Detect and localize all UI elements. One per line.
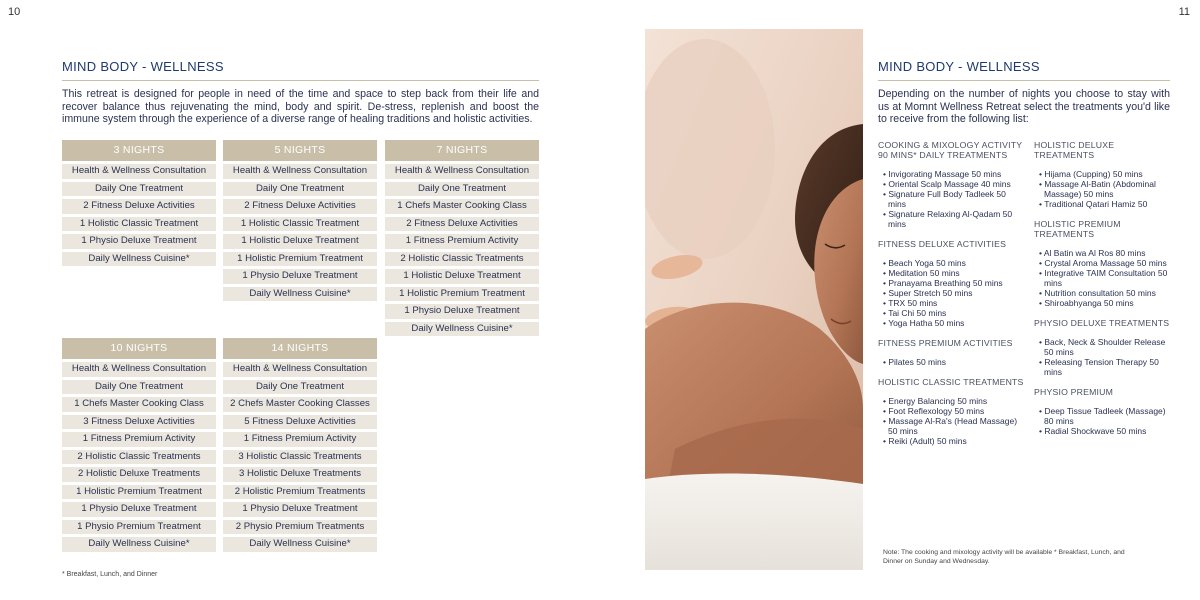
treatment-item (878, 308, 1024, 318)
package-column (223, 140, 377, 304)
bullet-icon: • (883, 169, 889, 179)
treatment-section-heading: PHYSIO DELUXE TREATMENTS (1034, 318, 1170, 328)
package-item: 1 Physio Premium Treatment (62, 520, 216, 535)
package-item: 1 Fitness Premium Activity (385, 234, 539, 249)
treatment-item-text: Nutrition consultation 50 mins (1044, 288, 1156, 298)
treatment-section (1034, 318, 1174, 377)
treatment-item (878, 436, 1024, 446)
package-item: 1 Physio Deluxe Treatment (223, 502, 377, 517)
package-item: Daily Wellness Cuisine* (62, 252, 216, 267)
treatment-item-text: Traditional Qatari Hamiz 50 (1044, 199, 1148, 209)
package-item: 1 Physio Deluxe Treatment (223, 269, 377, 284)
package-item: 2 Physio Premium Treatments (223, 520, 377, 535)
package-heading: 14 NIGHTS (223, 338, 377, 359)
bullet-icon: • (883, 268, 889, 278)
treatment-section-heading: COOKING & MIXOLOGY ACTIVITY 90 MINS* DAILY TREATMENTS (878, 140, 1023, 160)
treatment-item-text: Invigorating Massage 50 mins (888, 169, 1002, 179)
package-column (223, 338, 377, 555)
package-item: Health & Wellness Consultation (385, 164, 539, 179)
package-item: 2 Holistic Classic Treatments (385, 252, 539, 267)
treatment-section-heading: PHYSIO PREMIUM (1034, 387, 1114, 397)
treatment-item (878, 189, 1024, 209)
treatment-item (878, 396, 1024, 406)
treatment-item-text: Releasing Tension Therapy 50 mins (1044, 357, 1159, 377)
treatments-column-2 (1034, 140, 1174, 446)
bullet-icon: • (1039, 357, 1045, 367)
package-item: Health & Wellness Consultation (62, 164, 216, 179)
treatment-item (878, 357, 1024, 367)
treatment-item-text: Radial Shockwave 50 mins (1044, 426, 1147, 436)
treatment-item (1034, 179, 1174, 199)
treatment-item (1034, 268, 1174, 288)
bullet-icon: • (883, 278, 889, 288)
package-item: 2 Chefs Master Cooking Classes (223, 397, 377, 412)
bullet-icon: • (883, 258, 889, 268)
package-heading: 3 NIGHTS (62, 140, 216, 161)
package-item: 1 Physio Deluxe Treatment (62, 502, 216, 517)
treatment-item-text: Oriental Scalp Massage 40 mins (888, 179, 1011, 189)
package-item: 2 Fitness Deluxe Activities (62, 199, 216, 214)
package-item: 1 Holistic Classic Treatment (223, 217, 377, 232)
treatment-item (1034, 357, 1174, 377)
treatment-item-text: Pranayama Breathing 50 mins (888, 278, 1003, 288)
package-item: Daily Wellness Cuisine* (223, 287, 377, 302)
treatment-section (1034, 219, 1174, 308)
package-item: 2 Holistic Deluxe Treatments (62, 467, 216, 482)
treatment-item-text: Beach Yoga 50 mins (888, 258, 966, 268)
package-item: 2 Fitness Deluxe Activities (385, 217, 539, 232)
treatment-item-text: Super Stretch 50 mins (888, 288, 973, 298)
package-item: 3 Holistic Deluxe Treatments (223, 467, 377, 482)
treatment-item (878, 169, 1024, 179)
bullet-icon: • (883, 288, 889, 298)
bullet-icon: • (883, 318, 889, 328)
treatment-item-text: Integrative TAIM Consultation 50 mins (1044, 268, 1168, 288)
treatment-section-heading: FITNESS DELUXE ACTIVITIES (878, 239, 1007, 249)
package-item: 1 Fitness Premium Activity (223, 432, 377, 447)
treatment-item-text: Crystal Aroma Massage 50 mins (1044, 258, 1167, 268)
treatment-item-text: Reiki (Adult) 50 mins (888, 436, 967, 446)
bullet-icon: • (1039, 199, 1045, 209)
treatment-item (878, 416, 1024, 436)
bullet-icon: • (1039, 406, 1045, 416)
bullet-icon: • (1039, 169, 1045, 179)
treatment-section (878, 338, 1024, 367)
spa-massage-photo (645, 29, 863, 570)
package-item: Daily Wellness Cuisine* (62, 537, 216, 552)
bullet-icon: • (883, 357, 889, 367)
bullet-icon: • (1039, 288, 1045, 298)
treatment-item (878, 406, 1024, 416)
treatment-section (1034, 387, 1174, 436)
package-item: Health & Wellness Consultation (223, 164, 377, 179)
treatment-section-heading: FITNESS PREMIUM ACTIVITIES (878, 338, 1013, 348)
treatment-item-text: Energy Balancing 50 mins (888, 396, 988, 406)
treatment-section (878, 377, 1024, 446)
treatment-item-text: Meditation 50 mins (888, 268, 960, 278)
bullet-icon: • (883, 436, 889, 446)
treatment-item (1034, 426, 1174, 436)
treatment-item-text: Massage Al-Batin (Abdominal Massage) 50 mins (1044, 179, 1156, 199)
treatment-section (1034, 140, 1174, 209)
treatment-item-text: Foot Reflexology 50 mins (888, 406, 985, 416)
package-item: 1 Fitness Premium Activity (62, 432, 216, 447)
bullet-icon: • (883, 396, 889, 406)
package-item: Daily One Treatment (62, 380, 216, 395)
package-item: Daily Wellness Cuisine* (223, 537, 377, 552)
package-item: 2 Holistic Classic Treatments (62, 450, 216, 465)
treatment-item (878, 288, 1024, 298)
package-item: 5 Fitness Deluxe Activities (223, 415, 377, 430)
package-column (385, 140, 539, 339)
treatment-item-text: Yoga Hatha 50 mins (888, 318, 965, 328)
bullet-icon: • (1039, 337, 1045, 347)
treatment-item (878, 318, 1024, 328)
treatment-item-text: Massage Al-Ra's (Head Massage) 50 mins (888, 416, 1018, 436)
bullet-icon: • (883, 416, 889, 426)
bullet-icon: • (1039, 248, 1044, 258)
treatment-item-text: TRX 50 mins (888, 298, 938, 308)
package-heading: 10 NIGHTS (62, 338, 216, 359)
treatment-item (878, 268, 1024, 278)
package-item: 1 Chefs Master Cooking Class (62, 397, 216, 412)
treatment-item (878, 209, 1024, 229)
treatment-item-text: Back, Neck & Shoulder Release 50 mins (1044, 337, 1166, 357)
package-item: Daily Wellness Cuisine* (385, 322, 539, 337)
bullet-icon: • (883, 179, 889, 189)
left-footnote: * Breakfast, Lunch, and Dinner (62, 571, 158, 578)
package-item: Daily One Treatment (385, 182, 539, 197)
package-item: Health & Wellness Consultation (62, 362, 216, 377)
treatment-section-heading: HOLISTIC DELUXE TREATMENTS (1034, 140, 1115, 160)
treatment-section-heading: HOLISTIC CLASSIC TREATMENTS (878, 377, 1024, 387)
package-item: Health & Wellness Consultation (223, 362, 377, 377)
package-item: 2 Fitness Deluxe Activities (223, 199, 377, 214)
package-item: 1 Physio Deluxe Treatment (62, 234, 216, 249)
right-page-title: MIND BODY - WELLNESS (878, 59, 1040, 74)
package-item: 3 Holistic Classic Treatments (223, 450, 377, 465)
page-number-left: 10 (8, 6, 21, 18)
package-item: 1 Holistic Premium Treatment (223, 252, 377, 267)
bullet-icon: • (883, 298, 889, 308)
package-item: 1 Holistic Premium Treatment (385, 287, 539, 302)
package-item: 3 Fitness Deluxe Activities (62, 415, 216, 430)
treatment-section (878, 239, 1024, 328)
treatment-item (1034, 406, 1174, 426)
treatments-column-1 (878, 140, 1024, 456)
bullet-icon: • (1039, 179, 1045, 189)
treatment-item-text: Pilates 50 mins (888, 357, 946, 367)
bullet-icon: • (1039, 298, 1045, 308)
package-item: Daily One Treatment (223, 380, 377, 395)
right-intro-text: Depending on the number of nights you choose to stay with us at Momnt Wellness Retreat select the treatments you'd like to receive from the following list: (878, 88, 1170, 125)
treatment-item-text: Hijama (Cupping) 50 mins (1044, 169, 1143, 179)
treatment-item (878, 298, 1024, 308)
package-item: Daily One Treatment (223, 182, 377, 197)
bullet-icon: • (1039, 258, 1045, 268)
left-title-divider (62, 80, 539, 81)
left-page-title: MIND BODY - WELLNESS (62, 59, 224, 74)
treatment-item (1034, 199, 1174, 209)
treatment-item (878, 258, 1024, 268)
package-item: 1 Chefs Master Cooking Class (385, 199, 539, 214)
treatment-item-text: Deep Tissue Tadleek (Massage) 80 mins (1044, 406, 1166, 426)
right-note: Note: The cooking and mixology activity will be available * Breakfast, Lunch, and Dinner on Sunday and Wednesday. (883, 549, 1125, 565)
treatment-item (1034, 258, 1174, 268)
bullet-icon: • (883, 406, 889, 416)
treatment-item-text: Signature Full Body Tadleek 50 mins (888, 189, 1006, 209)
treatment-item (1034, 298, 1174, 308)
package-item: 1 Holistic Premium Treatment (62, 485, 216, 500)
treatment-item-text: Al Batin wa Al Ros 80 mins (1043, 248, 1146, 258)
bullet-icon: • (883, 209, 889, 219)
package-item: 1 Holistic Deluxe Treatment (223, 234, 377, 249)
treatment-section (878, 140, 1024, 229)
page-number-right: 11 (1178, 6, 1190, 18)
treatment-item (1034, 337, 1174, 357)
package-item: 1 Holistic Classic Treatment (62, 217, 216, 232)
treatment-item (1034, 288, 1174, 298)
treatment-section-heading: HOLISTIC PREMIUM TREATMENTS (1034, 219, 1121, 239)
treatment-item (878, 179, 1024, 189)
treatment-item (878, 278, 1024, 288)
treatment-item-text: Tai Chi 50 mins (888, 308, 947, 318)
treatment-item (1034, 169, 1174, 179)
treatment-item (1034, 248, 1174, 258)
package-heading: 5 NIGHTS (223, 140, 377, 161)
left-intro-text: This retreat is designed for people in need of the time and space to step back from their life and recover balance thus rejuvenating the mind, body and spirit. De-stress, replenish and boost the immune system through the experience of a diverse range of healing traditions and holistic activities. (62, 88, 539, 125)
package-item: Daily One Treatment (62, 182, 216, 197)
package-item: 2 Holistic Premium Treatments (223, 485, 377, 500)
package-column (62, 338, 216, 555)
treatment-item-text: Shiroabhyanga 50 mins (1044, 298, 1134, 308)
package-item: 1 Physio Deluxe Treatment (385, 304, 539, 319)
bullet-icon: • (883, 189, 889, 199)
bullet-icon: • (1039, 426, 1045, 436)
package-item: 1 Holistic Deluxe Treatment (385, 269, 539, 284)
treatment-item-text: Signature Relaxing Al-Qadam 50 mins (888, 209, 1013, 229)
right-title-divider (878, 80, 1170, 81)
bullet-icon: • (883, 308, 889, 318)
package-heading: 7 NIGHTS (385, 140, 539, 161)
bullet-icon: • (1039, 268, 1045, 278)
package-column (62, 140, 216, 269)
